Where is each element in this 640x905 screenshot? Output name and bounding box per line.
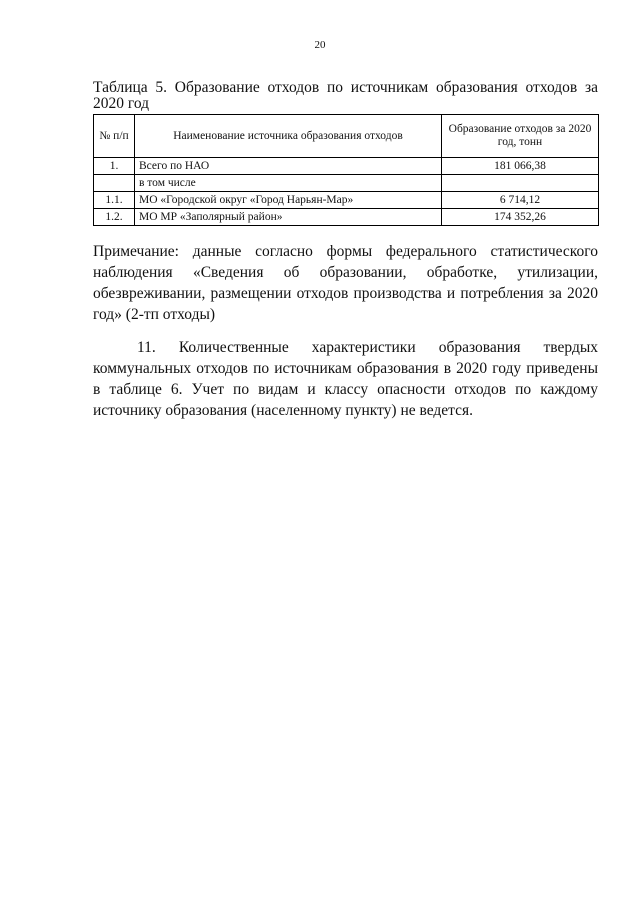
table-row xyxy=(94,192,599,209)
body-paragraph: 11. Количественные характеристики образования твердых коммунальных отходов по источникам образования в 2020 году приведены в таблице 6. Учет по видам и классу опасности отходов по каждому источнику образования (населенному пункту) не ведется. xyxy=(93,339,598,419)
row-name: МО МР «Заполярный район» xyxy=(135,209,442,226)
header-num: № п/п xyxy=(94,115,135,158)
row-name: в том числе xyxy=(135,175,442,192)
note-paragraph: Примечание: данные согласно формы федерального статистического наблюдения «Сведения об образовании, обработке, утилизации, обезвреживании, размещении отходов производства и потребления за 2020 год» (2-тп отходы) xyxy=(93,243,598,323)
row-num: 1.1. xyxy=(94,192,135,209)
row-value xyxy=(442,175,599,192)
table-row xyxy=(94,209,599,226)
page-number: 20 xyxy=(314,39,326,51)
table-row xyxy=(94,158,599,175)
row-num xyxy=(94,175,135,192)
row-name: Всего по НАО xyxy=(135,158,442,175)
row-num: 1. xyxy=(94,158,135,175)
waste-table xyxy=(93,114,599,226)
table-header-row xyxy=(94,115,599,158)
row-value: 181 066,38 xyxy=(442,158,599,175)
row-name: МО «Городской округ «Город Нарьян-Мар» xyxy=(135,192,442,209)
header-value: Образование отходов за 2020 год, тонн xyxy=(442,115,599,158)
row-value: 174 352,26 xyxy=(442,209,599,226)
row-value: 6 714,12 xyxy=(442,192,599,209)
header-name: Наименование источника образования отходов xyxy=(135,115,442,158)
table-caption: Таблица 5. Образование отходов по источникам образования отходов за 2020 год xyxy=(93,79,598,112)
table-row xyxy=(94,175,599,192)
row-num: 1.2. xyxy=(94,209,135,226)
